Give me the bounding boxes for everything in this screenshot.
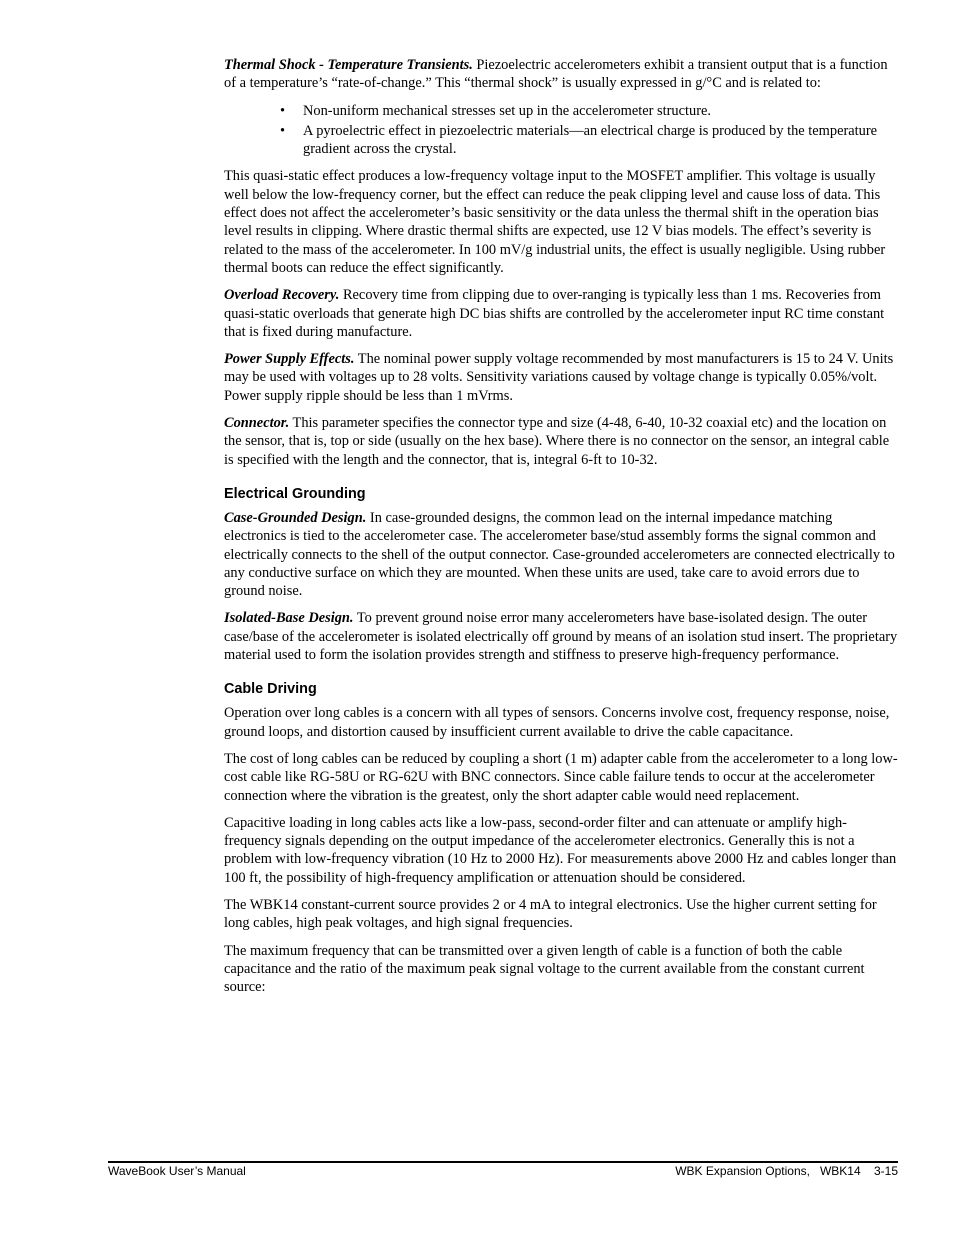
cable-paragraph-2: The cost of long cables can be reduced by coupling a short (1 m) adapter cable from the accelerometer to a long low-cost cable like RG-58U or RG-62U with BNC connectors. Since cable failure tends to occur at the accelerometer connection where the vibration is the greatest, only the short adapter cable would need replacement. [224,750,898,804]
list-item [280,122,898,159]
case-grounded-paragraph [224,509,898,600]
electrical-grounding-heading: Electrical Grounding [224,485,366,502]
isolated-base-paragraph [224,609,898,664]
overload-recovery-lead: Overload Recovery. [224,287,340,304]
list-item-text: Non-uniform mechanical stresses set up in the accelerometer structure. [303,102,711,119]
list-item [280,102,898,120]
thermal-shock-bullet-list [224,102,898,159]
connector-text: This parameter specifies the connector type and size (4-48, 6-40, 10-32 coaxial etc) and the location on the sensor, that is, top or side (usually on the hex base). Where there is no connector on the sensor, an integral cable is specified with the length and the connector, that is, integral 6-ft to 10-32. [224,415,890,468]
connector-lead: Connector. [224,415,290,432]
thermal-shock-paragraph [224,56,898,93]
list-item-text: A pyroelectric effect in piezoelectric materials—an electrical charge is produced by the temperature gradient across the crystal. [303,122,878,158]
case-grounded-lead: Case-Grounded Design. [224,509,367,526]
case-grounded-text: In case-grounded designs, the common lead on the internal impedance matching electronics is tied to the accelerometer case. The accelerometer base/stud assembly forms the signal common and electrically connects to the shell of the output connector. Case-grounded accelerometers are connected electrically to any conductive surface on which they are mounted. When these units are used, take care to avoid errors due to ground noise. [224,509,895,600]
thermal-shock-lead: Thermal Shock - Temperature Transients. [224,57,473,73]
cable-paragraph-5: The maximum frequency that can be transmitted over a given length of cable is a function of both the cable capacitance and the ratio of the maximum peak signal voltage to the current available from the constant current source: [224,942,865,996]
footer-section-page: WBK Expansion Options, WBK14 3-15 [675,1164,898,1178]
footer-divider [108,1161,898,1163]
overload-recovery-text: Recovery time from clipping due to over-ranging is typically less than 1 ms. Recoveries from quasi-static overloads that generate high DC bias shifts are controlled by the accelerometer input RC time constant that is fixed during manufacture. [224,287,885,340]
overload-recovery-paragraph [224,286,898,341]
isolated-base-lead: Isolated-Base Design. [224,610,354,627]
quasi-static-paragraph: This quasi-static effect produces a low-frequency voltage input to the MOSFET amplifier. This voltage is usually well below the low-frequency corner, but the effect can reduce the peak clipping level and cause loss of data. This effect does not affect the accelerometer’s basic sensitivity or the data unless the thermal shift in the operation bias level results in clipping. Where drastic thermal shifts are expected, use 12 V bias models. The effect’s severity is related to the mass of the accelerometer. In 100 mV/g industrial units, the effect is usually negligible. Using rubber thermal boots can reduce the effect significantly. [224,168,886,276]
cable-paragraph-1: Operation over long cables is a concern with all types of sensors. Concerns involve cost, frequency response, noise, ground loops, and distortion caused by insufficient current available to drive the cable capacitance. [224,705,890,740]
power-supply-paragraph [224,350,898,405]
cable-paragraph-4: The WBK14 constant-current source provides 2 or 4 mA to integral electronics. Use the higher current setting for long cables, high peak voltages, and high signal frequencies. [224,896,877,932]
connector-paragraph [224,414,898,469]
bullet-icon: • [280,102,286,119]
cable-paragraph-3: Capacitive loading in long cables acts like a low-pass, second-order filter and can attenuate or amplify high-frequency signals depending on the output impedance of the accelerometer electronics. Generally this is not a problem with low-frequency vibration (10 Hz to 2000 Hz). For measurements above 2000 Hz and cables longer than 100 ft, the possibility of high-frequency amplification or attenuation should be considered. [224,814,897,886]
isolated-base-text: To prevent ground noise error many accelerometers have base-isolated design. The outer case/base of the accelerometer is isolated electrically off ground by means of an isolation stud insert. The proprietary material used to form the isolation provides strength and stiffness to preserve high-frequency performance. [224,610,898,664]
cable-driving-heading: Cable Driving [224,681,317,698]
power-supply-text: The nominal power supply voltage recommended by most manufacturers is 15 to 24 V. Units may be used with voltages up to 28 volts. Sensitivity variations caused by voltage change is typically 0.05%/volt. Power supply ripple should be less than 1 mVrms. [224,351,894,404]
power-supply-lead: Power Supply Effects. [224,351,355,368]
footer-manual-title: WaveBook User’s Manual [108,1164,246,1178]
bullet-icon: • [280,122,286,139]
thermal-shock-text: Piezoelectric accelerometers exhibit a transient output that is a function of a temperature’s “rate-of-change.” This “thermal shock” is usually expressed in g/°C and is related to: [224,57,888,92]
page-body [224,56,898,1005]
